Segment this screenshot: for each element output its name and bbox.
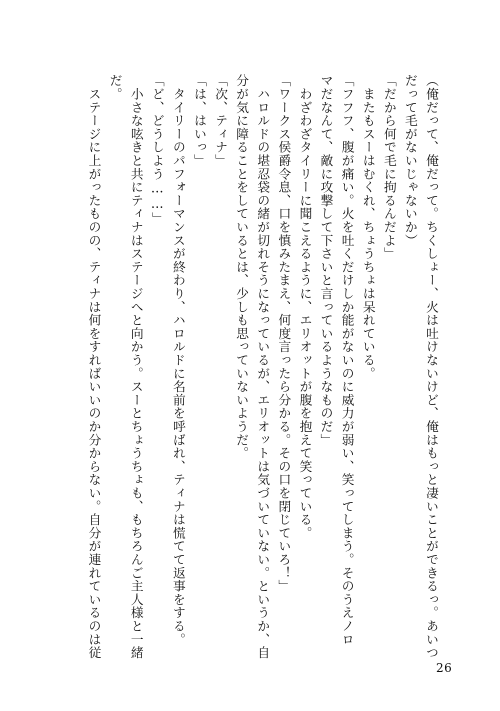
- text-line: 「ワークス侯爵令息、口を慎みたまえ、何度言ったら分かる。その口を閉じていろ！」: [276, 74, 292, 593]
- text-line: 「は、はいっ」: [191, 74, 207, 168]
- text-line: （俺だって、俺だって。ちくしょー、火は吐けないけど、俺はもっと凄いことができるっ。あいつ: [424, 74, 439, 660]
- text-line: だ。: [107, 74, 123, 101]
- page-number: 26: [436, 661, 453, 675]
- text-line: 「ど、どうしよう……」: [149, 74, 165, 225]
- text-line: 小さな呟きと共にティナはステージへと向かう。スーとちょうちょも、もちろんご主人様と一緒: [128, 74, 144, 660]
- text-line: またもスーはむくれ、ちょうちょは呆れている。: [360, 74, 376, 380]
- text-line: わざわざタイリーに聞こえるように、エリオットが腹を抱えて笑っている。: [297, 74, 313, 540]
- vertical-text-block: [83, 74, 442, 660]
- text-line: ハロルドの堪忍袋の緒が切れそうになっているが、エリオットは気づいていない。というか、自: [255, 74, 271, 660]
- text-line: だって毛がないじゃないか）: [402, 74, 418, 247]
- text-line: マだなんて、敵に攻撃して下さいと言っているようなものだ」: [318, 74, 334, 447]
- text-line: 「次、ティナ」: [213, 74, 229, 168]
- text-line: 「だから何で毛に拘るんだよ」: [381, 74, 397, 261]
- text-line: タイリーのパフォーマンスが終わり、ハロルドに名前を呼ばれ、ティナは慌てて返事をする。: [170, 74, 186, 646]
- text-line: 「フフフ、腹が痛い。火を吐くだけしか能がないのに威力が弱い、笑ってしまう。そのうえノロ: [339, 74, 355, 646]
- text-line: 分が気に障ることをしているとは、少しも思っていないようだ。: [234, 74, 250, 460]
- text-line: ステージに上がったものの、ティナは何をすればいいのか分からない。自分が連れているのは従: [86, 74, 102, 660]
